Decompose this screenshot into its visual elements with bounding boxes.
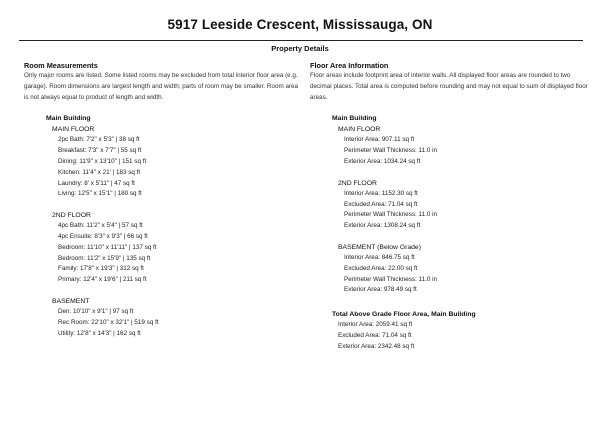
spacer [24,286,299,296]
title-divider [19,40,583,41]
area-item: Excluded Area: 71.04 sq ft [344,200,418,208]
area-item: Interior Area: 1152.30 sq ft [344,189,418,197]
area-floor-heading: MAIN FLOOR [338,126,381,134]
room-item: Laundry: 8' x 5'11" | 47 sq ft [58,179,135,187]
room-item: Primary: 12'4" x 19'6" | 211 sq ft [58,276,147,284]
room-item: Rec Room: 22'10" x 32'1" | 519 sq ft [58,318,159,326]
room-floor-heading: 2ND FLOOR [52,212,91,220]
total-area-item: Interior Area: 2059.41 sq ft [338,321,413,329]
area-item: Interior Area: 846.75 sq ft [344,253,415,261]
area-item: Excluded Area: 22.00 sq ft [344,264,418,272]
spacer [310,168,590,178]
room-item: 4pc Ensuite: 8'3" x 9'3" | 66 sq ft [58,232,148,240]
floor-area-section [310,60,590,353]
room-item: Bedroom: 11'2" x 15'9" | 135 sq ft [58,254,151,262]
area-item: Perimeter Wall Thickness: 11.0 in [344,147,437,155]
floor-area-note: Floor areas include footprint area of interior walls. All displayed floor areas are rounded to two decimal places. Total area is computed before rounding and may not equal to sum of displayed floor areas. [310,72,588,101]
room-building-heading: Main Building [46,115,91,123]
area-item: Exterior Area: 1034.24 sq ft [344,157,421,165]
room-item: 4pc Bath: 11'2" x 5'4" | 57 sq ft [58,222,143,230]
room-item: Living: 12'5" x 15'1" | 180 sq ft [58,190,142,198]
area-floor-heading: BASEMENT (Below Grade) [338,243,421,251]
room-measurements-note: Only major rooms are listed. Some listed rooms may be excluded from total interior floor area (e.g. garage). Room dimensions are largest length and width; parts of room may be smaller. Room area is not always equal to product of length and width. [24,72,299,101]
area-floor-group [310,178,590,232]
floor-area-heading: Floor Area Information [310,61,389,70]
room-item: Bedroom: 11'10" x 11'11" | 137 sq ft [58,243,157,251]
area-item: Interior Area: 907.11 sq ft [344,136,415,144]
area-item: Exterior Area: 978.49 sq ft [344,286,417,294]
area-item: Exterior Area: 1308.24 sq ft [344,222,421,230]
room-item: Den: 10'10" x 9'1" | 97 sq ft [58,307,134,315]
room-floor-group [24,210,299,286]
area-floor-heading: 2ND FLOOR [338,179,377,187]
spacer [310,232,590,242]
room-item: Breakfast: 7'3" x 7'7" | 55 sq ft [58,147,142,155]
room-floor-group [24,296,299,339]
room-floor-heading: MAIN FLOOR [52,126,95,134]
area-item: Perimeter Wall Thickness: 11.0 in [344,211,437,219]
spacer [24,200,299,210]
room-item: 2pc Bath: 7'2" x 5'3" | 38 sq ft [58,136,140,144]
room-floor-heading: BASEMENT [52,297,90,305]
area-floor-group [310,242,590,296]
total-area-heading: Total Above Grade Floor Area, Main Building [332,311,476,319]
area-building-heading: Main Building [332,115,377,123]
area-floor-group [310,124,590,167]
page-subtitle: Property Details [271,44,329,53]
room-item: Kitchen: 11'4" x 21' | 183 sq ft [58,168,141,176]
room-measurements-section [24,60,299,339]
page-title: 5917 Leeside Crescent, Mississauga, ON [167,17,433,32]
room-floor-group [24,124,299,200]
area-item: Perimeter Wall Thickness: 11.0 in [344,275,437,283]
total-area-item: Excluded Area: 71.04 sq ft [338,331,412,339]
room-item: Dining: 11'9" x 13'10" | 151 sq ft [58,157,147,165]
room-item: Utility: 12'8" x 14'3" | 162 sq ft [58,329,141,337]
room-item: Family: 17'8" x 19'3" | 312 sq ft [58,265,144,273]
total-area-item: Exterior Area: 2342.48 sq ft [338,342,415,350]
room-measurements-heading: Room Measurements [24,61,98,70]
